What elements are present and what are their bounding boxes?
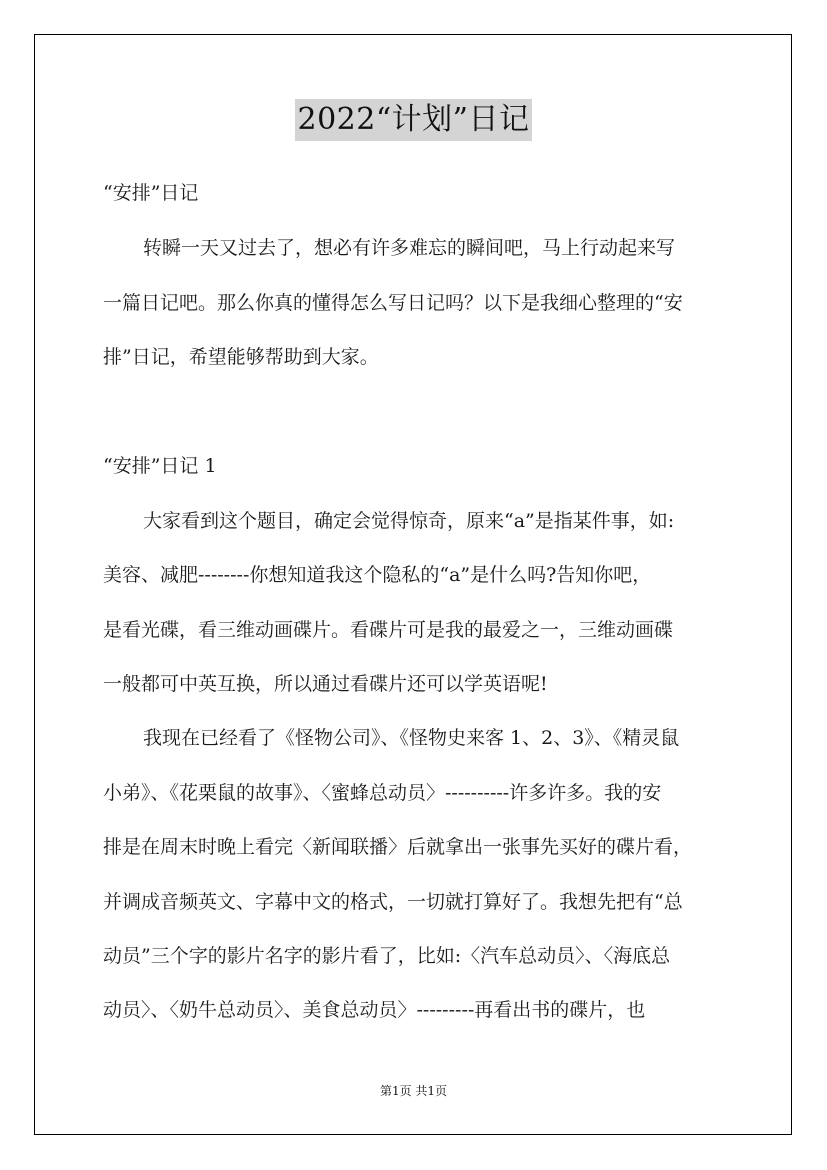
paragraph-line: 美容、减肥--------你想知道我这个隐私的“a”是什么吗?告知你吧， xyxy=(103,564,652,586)
paragraph-line: 大家看到这个题目，确定会觉得惊奇，原来“a”是指某件事，如: xyxy=(143,510,675,532)
paragraph-line: 我现在已经看了《怪物公司》、《怪物史来客 1、2、3》、《精灵鼠 xyxy=(143,727,680,749)
paragraph-line: 动员”三个字的影片名字的影片看了，比如:〈汽车总动员〉、〈海底总 xyxy=(103,945,671,967)
paragraph-line: 排”日记，希望能够帮助到大家。 xyxy=(103,346,379,368)
document-title: 2022“计划”日记 xyxy=(295,99,531,141)
paragraph-line: 一篇日记吧。那么你真的懂得怎么写日记吗？以下是我细心整理的“安 xyxy=(103,292,683,314)
paragraph-line: 动员〉、〈奶牛总动员〉、美食总动员〉---------再看出书的碟片，也 xyxy=(103,999,646,1021)
paragraph-line: 小弟》、《花栗鼠的故事》、〈蜜蜂总动员〉----------许多许多。我的安 xyxy=(103,782,662,804)
title-container xyxy=(0,99,827,141)
section-heading: “安排”日记 1 xyxy=(103,455,217,477)
paragraph-line: 并调成音频英文、字幕中文的格式，一切就打算好了。我想先把有“总 xyxy=(103,891,683,913)
paragraph-line: 是看光碟，看三维动画碟片。看碟片可是我的最爱之一，三维动画碟 xyxy=(103,619,674,641)
paragraph-line: 转瞬一天又过去了，想必有许多难忘的瞬间吧，马上行动起来写 xyxy=(143,237,676,259)
paragraph-line: 一般都可中英互换，所以通过看碟片还可以学英语呢! xyxy=(103,673,548,695)
paragraph-line: 排是在周末时晚上看完〈新闻联播〉后就拿出一张事先买好的碟片看， xyxy=(103,836,693,858)
page-number-footer: 第1页 共1页 xyxy=(379,1084,448,1098)
section-heading: “安排”日记 xyxy=(103,182,199,204)
